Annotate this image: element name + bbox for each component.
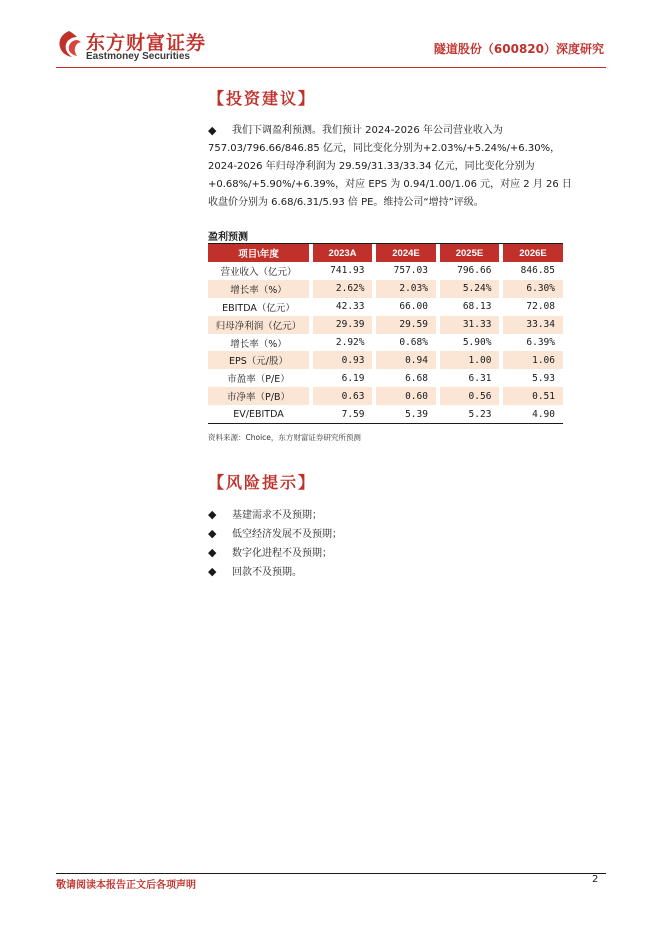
- table-cell: 6.39%: [526, 337, 555, 348]
- table-cell: 5.23: [440, 405, 500, 423]
- risk-item-text: 回款不及预期。: [232, 567, 302, 578]
- diamond-bullet-icon: ◆: [208, 546, 217, 559]
- table-row: [208, 298, 563, 316]
- paragraph-line: 757.03/796.66/846.85 亿元，同比变化分别为+2.03%/+5.24%/+6.30%，: [208, 143, 561, 154]
- column-header: 2024E: [376, 244, 436, 263]
- eastmoney-logo-icon: [56, 30, 82, 58]
- table-cell: 33.34: [503, 316, 563, 334]
- table-row: [208, 280, 563, 298]
- column-header: 2025E: [440, 244, 500, 263]
- investment-section-title: 【投资建议】: [208, 89, 317, 108]
- list-item: [208, 505, 342, 524]
- footer-disclaimer: 敬请阅读本报告正文后各项声明: [56, 880, 196, 891]
- table-cell: 0.60: [376, 387, 436, 405]
- table-row: [208, 334, 563, 352]
- row-label: EPS（元/股）: [208, 351, 309, 369]
- row-label: 市净率（P/B）: [208, 387, 309, 405]
- header-divider: [56, 67, 606, 68]
- table-cell: 5.39: [376, 405, 436, 423]
- table-cell: 741.93: [330, 265, 365, 277]
- table-cell: 72.08: [526, 301, 555, 313]
- table-cell: 796.66: [457, 265, 492, 277]
- table-row: [208, 369, 563, 387]
- table-row: [208, 405, 563, 423]
- table-row: [208, 351, 563, 369]
- table-row: [208, 316, 563, 334]
- table-cell: 6.30%: [503, 280, 563, 298]
- diamond-bullet-icon: ◆: [208, 565, 217, 578]
- table-cell: 757.03: [393, 265, 428, 277]
- brand-name-cn: 东方财富证券: [86, 32, 207, 54]
- row-label: 营业收入（亿元）: [220, 266, 297, 278]
- row-label: 增长率（%）: [208, 280, 309, 298]
- page-header: [0, 0, 662, 70]
- row-label: EBITDA（亿元）: [222, 302, 295, 314]
- list-item: [208, 562, 342, 581]
- table-row: [208, 262, 563, 280]
- diamond-bullet-icon: ◆: [208, 527, 217, 540]
- risk-item-text: 低空经济发展不及预期；: [232, 529, 342, 540]
- table-cell: 0.63: [313, 387, 373, 405]
- table-source-note: 资料来源：Choice，东方财富证券研究所预测: [208, 433, 361, 442]
- table-cell: 6.31: [468, 372, 492, 384]
- table-cell: 29.59: [376, 316, 436, 334]
- risk-item-text: 数字化进程不及预期；: [232, 548, 332, 559]
- table-cell: 68.13: [462, 301, 492, 313]
- list-item: [208, 543, 342, 562]
- report-title: 隧道股份（600820）深度研究: [433, 42, 604, 56]
- column-header: 2023A: [313, 244, 373, 263]
- forecast-table: [208, 243, 563, 424]
- page-number: 2: [592, 874, 599, 885]
- risk-section-title: 【风险提示】: [208, 473, 317, 492]
- table-cell: 0.93: [313, 351, 373, 369]
- table-cell: 2.62%: [313, 280, 373, 298]
- footer-divider: [56, 873, 606, 874]
- paragraph-line: 2024-2026 年归母净利润为 29.59/31.33/33.34 亿元，同比变化分别为: [208, 161, 535, 172]
- row-label: 增长率（%）: [230, 338, 287, 350]
- table-cell: 2.03%: [376, 280, 436, 298]
- paragraph-line: 我们下调盈利预测。我们预计 2024-2026 年公司营业收入为: [232, 125, 503, 136]
- table-cell: 6.19: [341, 372, 365, 384]
- table-cell: 42.33: [335, 301, 365, 313]
- row-label: EV/EBITDA: [208, 405, 309, 423]
- table-cell: 5.93: [532, 372, 555, 384]
- row-label: 市盈率（P/E）: [227, 374, 290, 386]
- risk-item-text: 基建需求不及预期；: [232, 510, 322, 521]
- paragraph-line: 收盘价分别为 6.68/6.31/5.93 倍 PE。维持公司“增持”评级。: [208, 197, 484, 208]
- table-cell: 0.68%: [399, 337, 428, 348]
- table-cell: 0.56: [440, 387, 500, 405]
- diamond-bullet-icon: ◆: [208, 124, 217, 137]
- table-cell: 1.06: [503, 351, 563, 369]
- table-cell: 6.68: [405, 372, 428, 384]
- table-cell: 0.51: [503, 387, 563, 405]
- table-cell: 0.94: [376, 351, 436, 369]
- column-header: 2026E: [503, 244, 563, 263]
- table-header-row: [208, 244, 563, 263]
- table-cell: 1.00: [440, 351, 500, 369]
- risk-list: [208, 505, 342, 581]
- list-item: [208, 524, 342, 543]
- column-header: 项目\年度: [208, 244, 309, 263]
- table-cell: 31.33: [440, 316, 500, 334]
- table-cell: 66.00: [399, 301, 428, 313]
- paragraph-line: +0.68%/+5.90%/+6.39%，对应 EPS 为 0.94/1.00/1.06 元，对应 2 月 26 日: [208, 179, 572, 190]
- diamond-bullet-icon: ◆: [208, 508, 217, 521]
- forecast-table-title: 盈利预测: [208, 232, 248, 243]
- table-cell: 29.39: [313, 316, 373, 334]
- table-cell: 2.92%: [335, 337, 365, 348]
- brand-name-en: Eastmoney Securities: [86, 51, 190, 62]
- investment-paragraph: [208, 122, 603, 212]
- table-row: [208, 387, 563, 405]
- table-cell: 7.59: [313, 405, 373, 423]
- table-cell: 5.90%: [462, 337, 492, 348]
- table-cell: 846.85: [520, 265, 555, 277]
- table-cell: 4.90: [503, 405, 563, 423]
- table-cell: 5.24%: [440, 280, 500, 298]
- row-label: 归母净利润（亿元）: [208, 316, 309, 334]
